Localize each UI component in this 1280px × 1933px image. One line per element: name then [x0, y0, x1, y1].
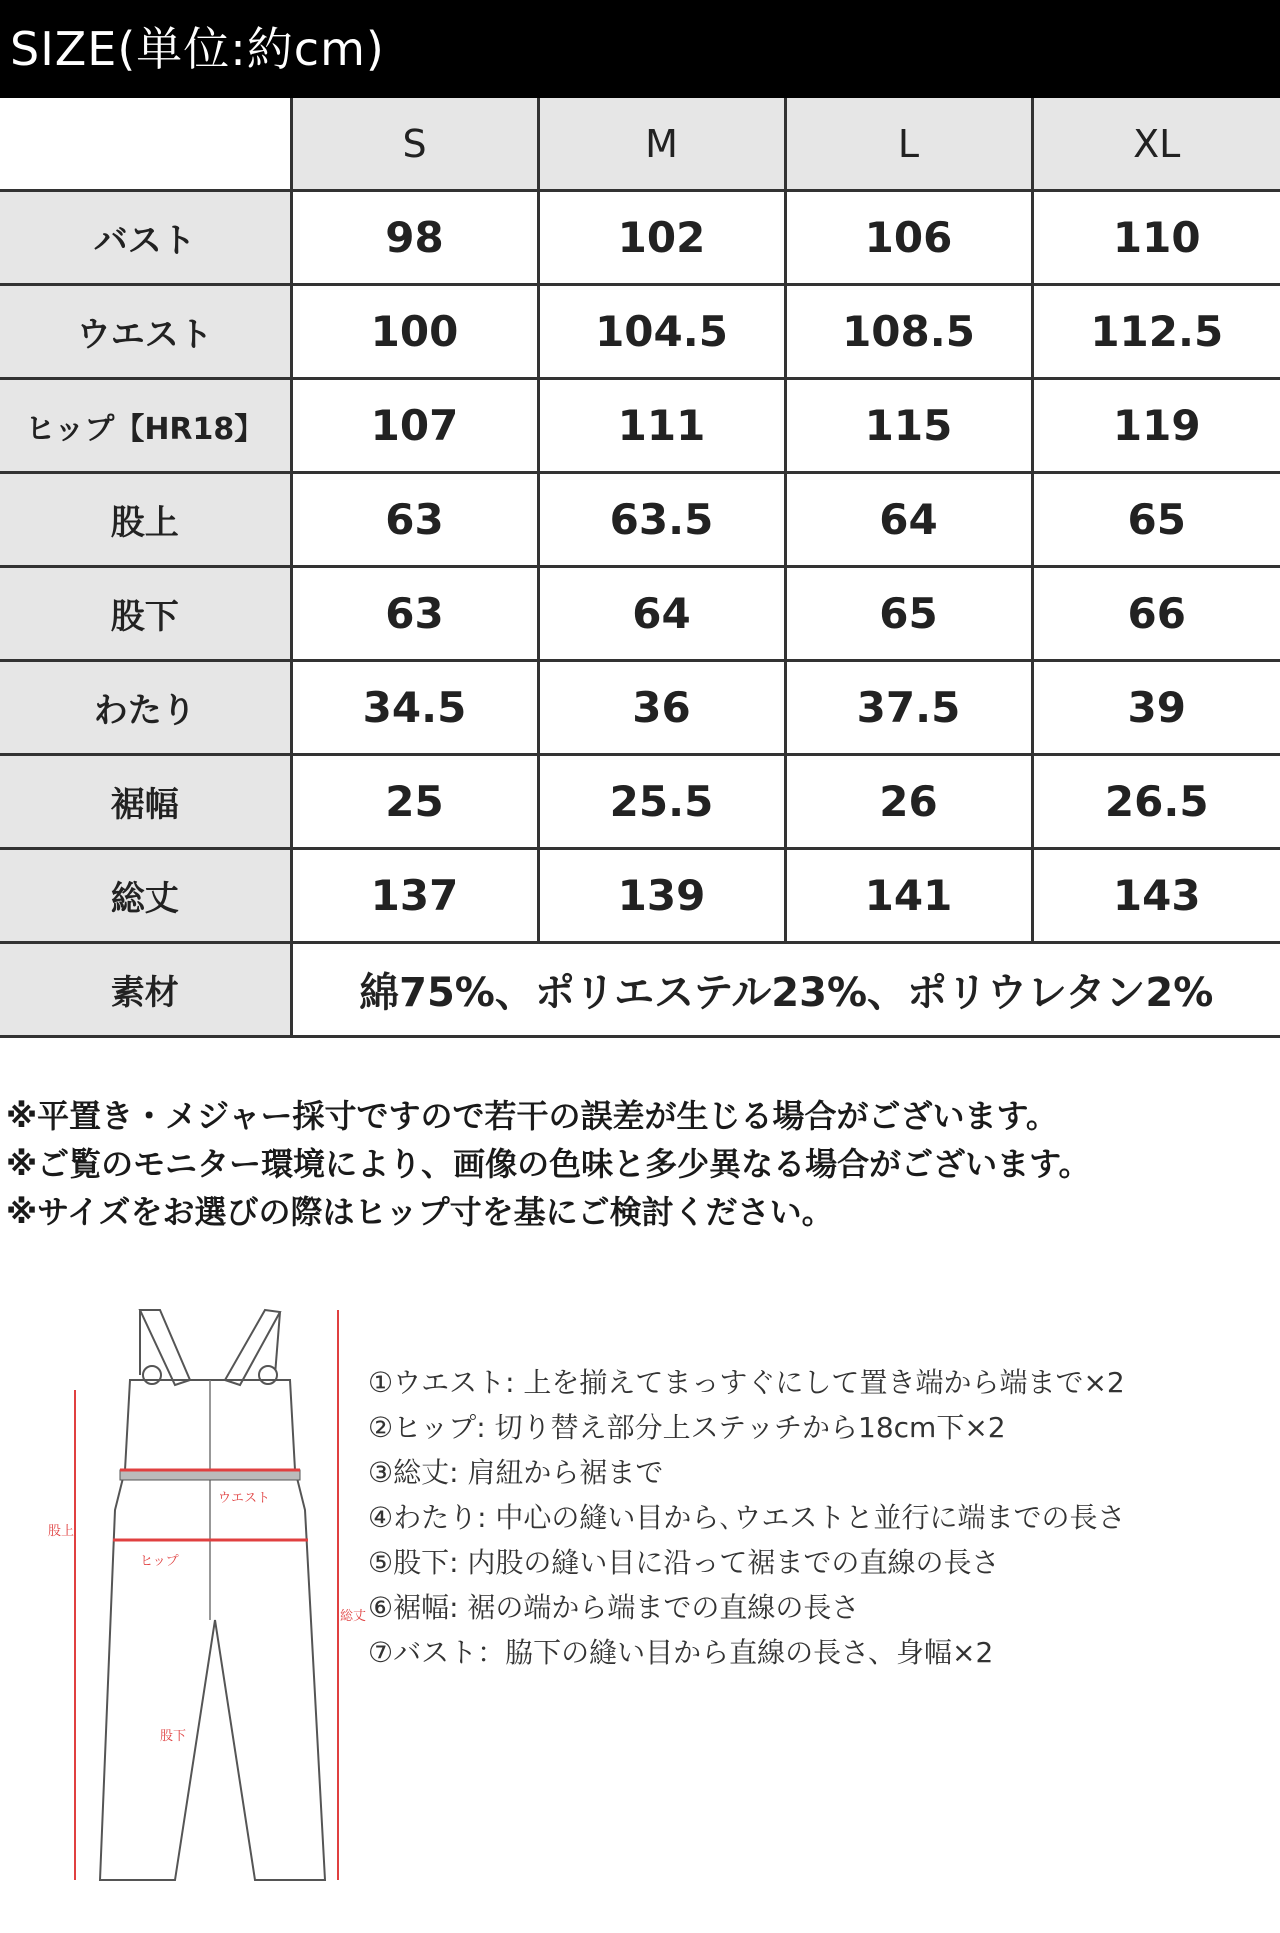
legend-item: ③総丈: 肩紐から裾まで: [368, 1456, 664, 1489]
overalls-diagram: [40, 1290, 370, 1910]
size-header-xl: XL: [1032, 98, 1280, 191]
table-cell: 26: [785, 755, 1032, 849]
hip-label: ヒップ: [140, 1554, 179, 1569]
row-label-total-length: 総丈: [0, 849, 291, 943]
table-cell: 25: [291, 755, 538, 849]
table-cell: 104.5: [538, 285, 785, 379]
legend-item: ⑥裾幅: 裾の端から端までの直線の長さ: [368, 1591, 860, 1624]
size-header-row: [0, 98, 1280, 191]
left-button: [143, 1366, 161, 1384]
size-header-l: L: [785, 98, 1032, 191]
right-button: [259, 1366, 277, 1384]
row-label-waist: ウエスト: [0, 285, 291, 379]
legend-item: ⑤股下: 内股の縫い目に沿って裾までの直線の長さ: [368, 1546, 1000, 1579]
row-label-rise: 股上: [0, 473, 291, 567]
table-cell: 112.5: [1032, 285, 1280, 379]
table-cell: 100: [291, 285, 538, 379]
row-label-inseam: 股下: [0, 567, 291, 661]
table-cell: 66: [1032, 567, 1280, 661]
table-cell: 65: [1032, 473, 1280, 567]
total-length-label: 総丈: [340, 1609, 367, 1624]
legend-item: ⑦バスト：脇下の縫い目から直線の長さ、身幅×2: [368, 1636, 994, 1669]
table-row: [0, 285, 1280, 379]
table-row: [0, 191, 1280, 285]
note-measurement: ※平置き・メジャー採寸ですので若干の誤差が生じる場合がございます。: [6, 1097, 1058, 1135]
table-cell: 39: [1032, 661, 1280, 755]
header-corner-cell: [0, 98, 291, 191]
material-value: 綿75%、ポリエステル23%、ポリウレタン2%: [291, 943, 1280, 1037]
table-row: [0, 661, 1280, 755]
table-cell: 143: [1032, 849, 1280, 943]
table-cell: 37.5: [785, 661, 1032, 755]
table-row: [0, 379, 1280, 473]
table-cell: 25.5: [538, 755, 785, 849]
legend-item: ②ヒップ: 切り替え部分上ステッチから18cm下×2: [368, 1411, 1006, 1444]
table-cell: 119: [1032, 379, 1280, 473]
size-header-s: S: [291, 98, 538, 191]
table-cell: 110: [1032, 191, 1280, 285]
size-header-m: M: [538, 98, 785, 191]
legend-item: ①ウエスト: 上を揃えてまっすぐにして置き端から端まで×2: [368, 1366, 1125, 1399]
material-row: [0, 943, 1280, 1037]
table-cell: 115: [785, 379, 1032, 473]
size-chart-title: SIZE(単位:約cm): [0, 0, 1280, 98]
table-cell: 63: [291, 567, 538, 661]
notes: [6, 1092, 1276, 1236]
table-cell: 102: [538, 191, 785, 285]
table-cell: 106: [785, 191, 1032, 285]
table-cell: 139: [538, 849, 785, 943]
table-cell: 111: [538, 379, 785, 473]
note-color: ※ご覧のモニター環境により、画像の色味と多少異なる場合がございます。: [6, 1145, 1091, 1183]
table-row: [0, 567, 1280, 661]
size-table: [0, 98, 1280, 1038]
table-cell: 141: [785, 849, 1032, 943]
rise-label: 股上: [48, 1524, 75, 1539]
table-cell: 65: [785, 567, 1032, 661]
row-label-thigh: わたり: [0, 661, 291, 755]
row-label-material: 素材: [0, 943, 291, 1037]
table-cell: 34.5: [291, 661, 538, 755]
table-cell: 63.5: [538, 473, 785, 567]
table-cell: 107: [291, 379, 538, 473]
table-cell: 108.5: [785, 285, 1032, 379]
legend-item: ④わたり: 中心の縫い目から､ウエストと並行に端までの長さ: [368, 1501, 1126, 1534]
measurement-legend: [368, 1360, 1268, 1675]
table-row: [0, 849, 1280, 943]
row-label-hip: ヒップ【HR18】: [0, 379, 291, 473]
table-cell: 26.5: [1032, 755, 1280, 849]
waist-label: ウエスト: [218, 1491, 271, 1506]
note-hip: ※サイズをお選びの際はヒップ寸を基にご検討ください。: [6, 1193, 834, 1231]
table-row: [0, 473, 1280, 567]
table-cell: 64: [538, 567, 785, 661]
row-label-bust: バスト: [0, 191, 291, 285]
table-cell: 36: [538, 661, 785, 755]
inseam-label: 股下: [160, 1729, 187, 1744]
table-row: [0, 755, 1280, 849]
table-cell: 64: [785, 473, 1032, 567]
table-cell: 63: [291, 473, 538, 567]
row-label-hem-width: 裾幅: [0, 755, 291, 849]
table-cell: 98: [291, 191, 538, 285]
table-cell: 137: [291, 849, 538, 943]
overalls-outline: [100, 1380, 325, 1880]
